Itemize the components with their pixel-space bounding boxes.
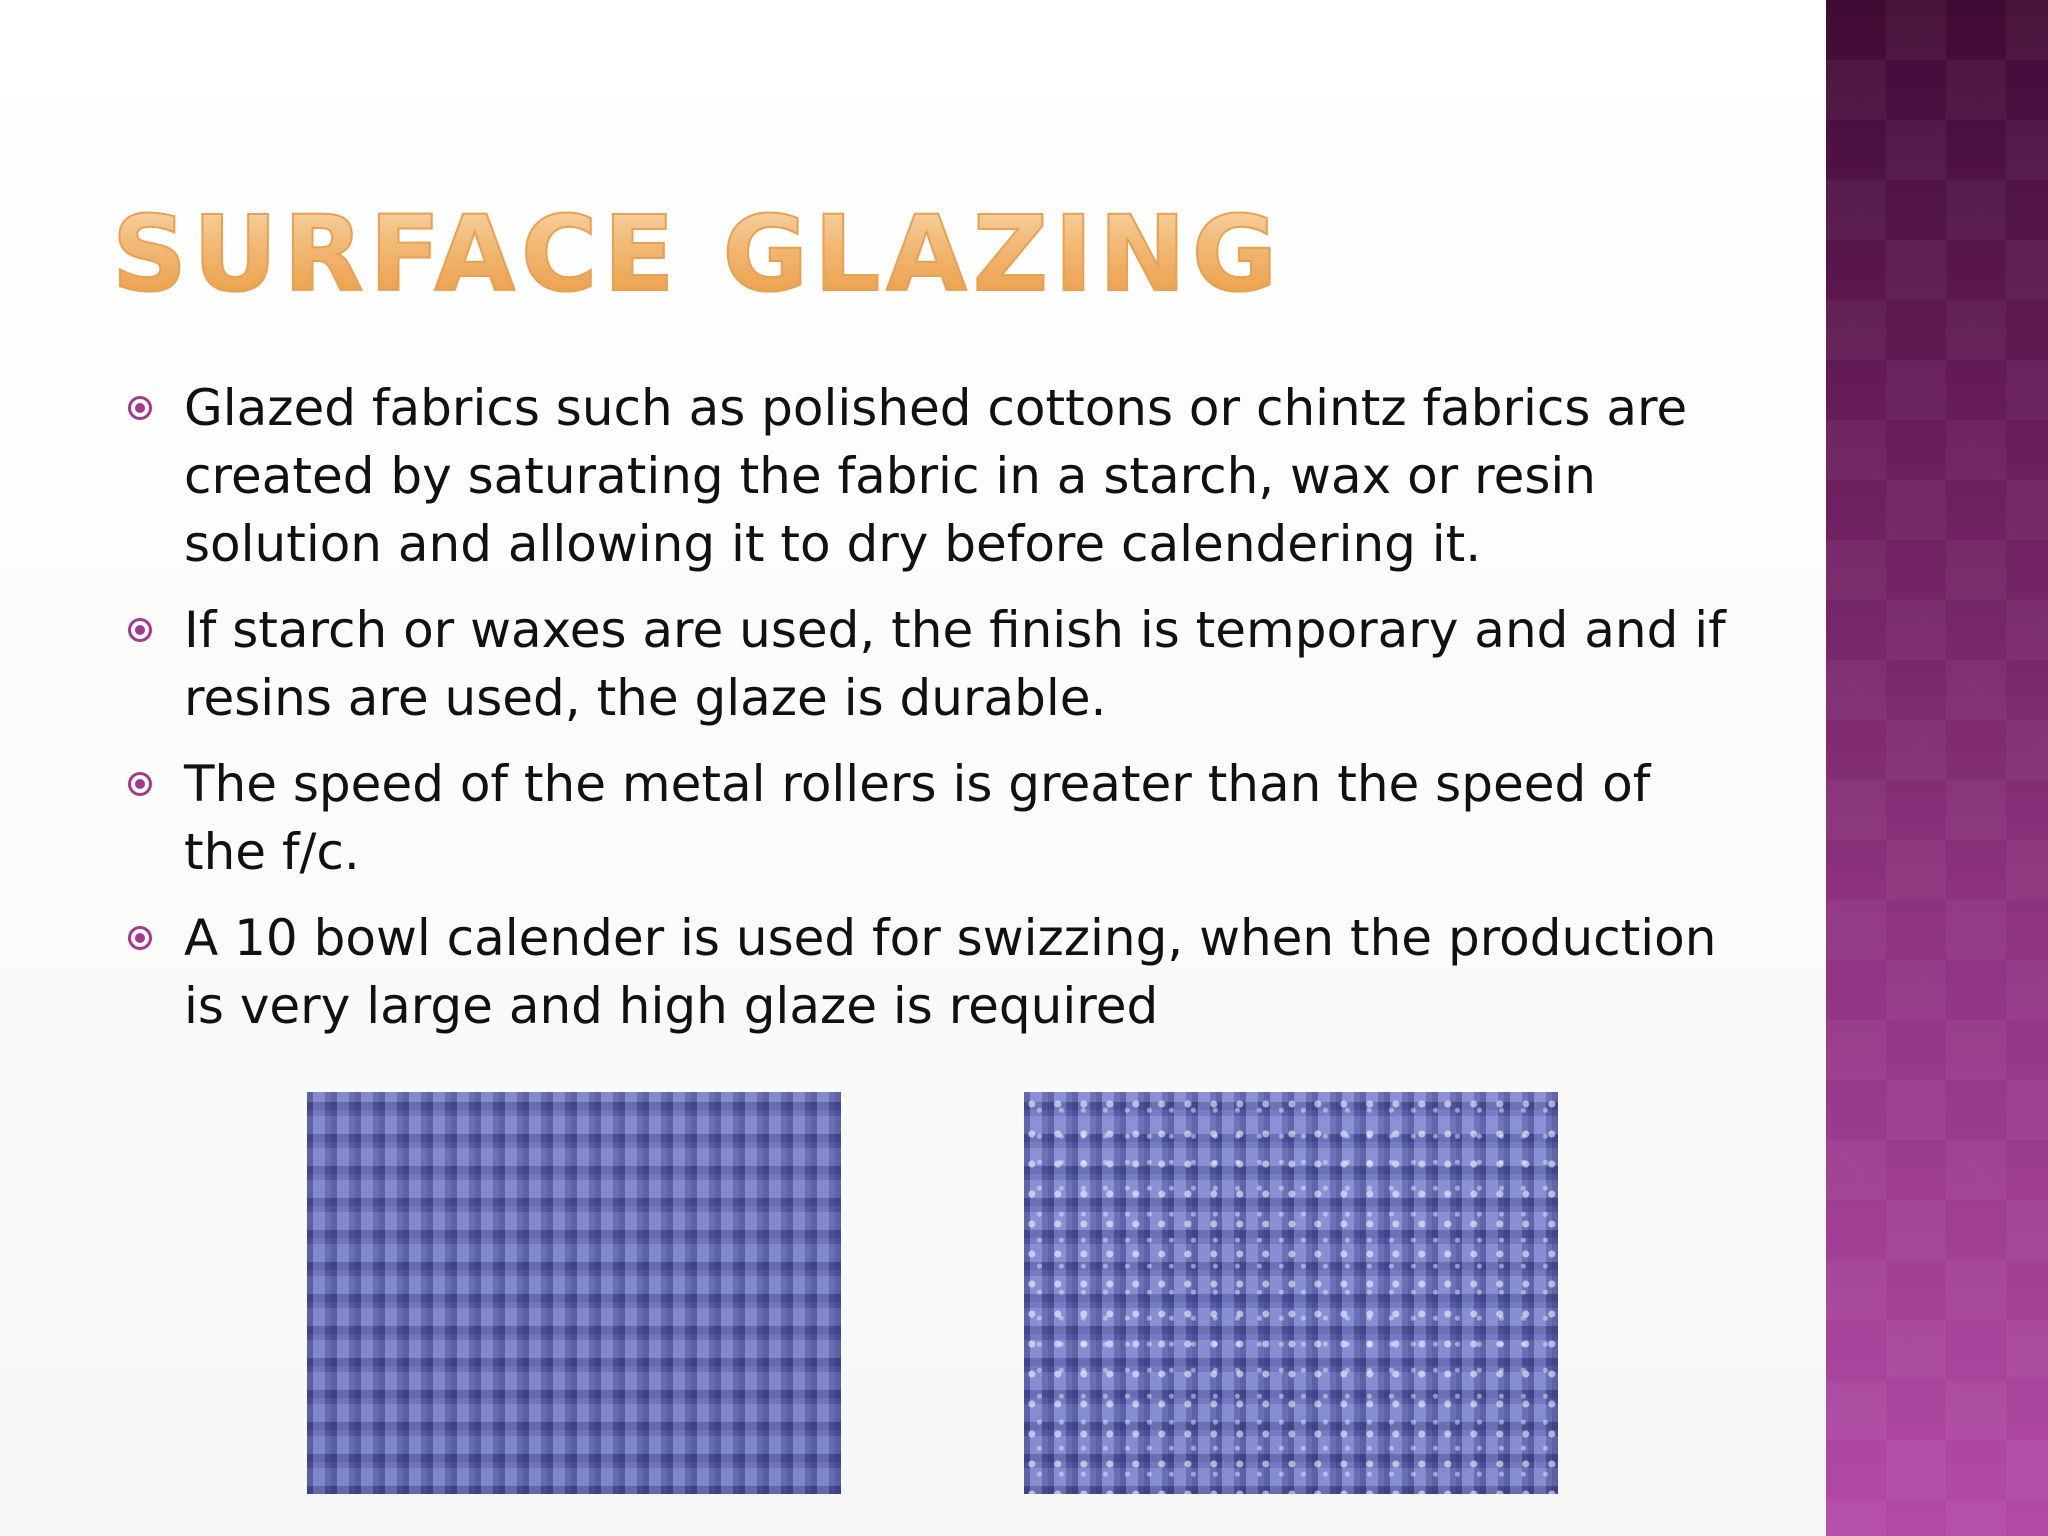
bullet-text: Glazed fabrics such as polished cottons or chintz fabrics are created by saturating the fabric in a starch, wax or resin solution and allowing it to dry before calendering it. (184, 379, 1688, 573)
fabric-weave-texture (1024, 1092, 1558, 1494)
bullet-item (128, 374, 1728, 578)
bullet-text: If starch or waxes are used, the finish is temporary and and if resins are used, the glaze is durable. (184, 601, 1726, 727)
bullet-circle-icon (128, 772, 152, 796)
fabric-weave-texture (307, 1092, 841, 1494)
fabric-image-glazed (1024, 1092, 1558, 1494)
decorative-side-band (1826, 0, 2048, 1536)
diamond-pattern (1826, 0, 2048, 1536)
bullet-circle-icon (128, 396, 152, 420)
bullet-text: The speed of the metal rollers is greater than the speed of the f/c. (184, 755, 1651, 881)
fabric-image-unglazed (307, 1092, 841, 1494)
bullet-text: A 10 bowl calender is used for swizzing, when the production is very large and high glaze is required (184, 909, 1717, 1035)
bullet-list (128, 374, 1728, 1058)
bullet-item (128, 750, 1728, 886)
slide-title: SURFACE GLAZING (112, 193, 1284, 315)
bullet-circle-icon (128, 618, 152, 642)
bullet-item (128, 596, 1728, 732)
bullet-circle-icon (128, 926, 152, 950)
bullet-item (128, 904, 1728, 1040)
